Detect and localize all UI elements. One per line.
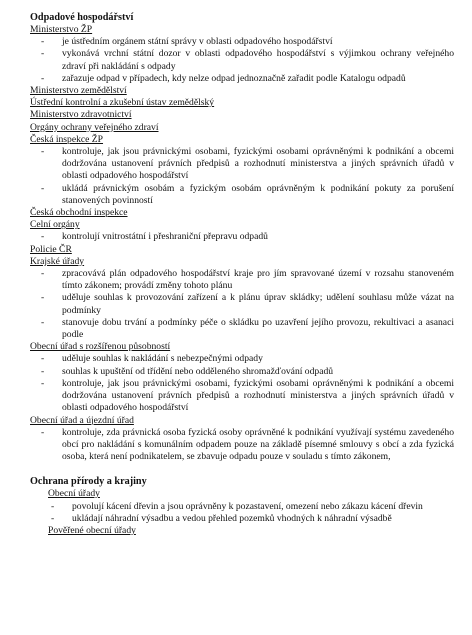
authority-name: Policie ČR	[30, 243, 72, 255]
authority-name: Česká obchodní inspekce	[30, 207, 128, 219]
authority-name: Obecní úřad a újezdní úřad	[30, 414, 134, 426]
duty-item: - zpracovává plán odpadového hospodářství kraje pro jím spravované území v rozsahu stanoveném tímto zákonem; provádí změny tohoto plánu	[30, 268, 454, 292]
section-title: Ochrana přírody a krajiny	[30, 476, 147, 488]
authority-name: Ministerstvo zemědělství	[30, 85, 127, 97]
duty-list	[30, 353, 454, 414]
duty-item: - stanovuje dobu trvání a podmínky péče o skládku po uzavření jejího provozu, rekultivaci a asanaci podle	[30, 317, 454, 341]
authority-name: Česká inspekce ŽP	[30, 133, 104, 145]
duty-list	[30, 36, 454, 85]
duty-item: - kontrolují vnitrostátní i přeshraniční přepravu odpadů	[30, 231, 454, 243]
duty-item: - ukládají náhradní výsadbu a vedou přehled pozemků vhodných k náhradní výsadbě	[40, 513, 454, 525]
duty-item: - uděluje souhlas k provozování zařízení a k plánu úprav skládky; udělení souhlasu může vázat na podmínky	[30, 292, 454, 316]
duty-list	[30, 427, 454, 464]
authority-name: Obecní úřad s rozšířenou působností	[30, 341, 171, 353]
duty-item: - uděluje souhlas k nakládání s nebezpečnými odpady	[30, 353, 454, 365]
authority-name: Ústřední kontrolní a zkušební ústav zemědělský	[30, 97, 215, 109]
duty-item: - zařazuje odpad v případech, kdy nelze odpad jednoznačně zařadit podle Katalogu odpadů	[30, 73, 454, 85]
authority-name: Obecní úřady	[48, 488, 100, 500]
duty-item: - kontroluje, jak jsou právnickými osobami, fyzickými osobami oprávněnými k podnikání a obcemi dodržována ustanovení právních předpisů a rozhodnutí ministerstva a jiných správních úřadů v oblasti odpadového hospodářství	[30, 378, 454, 415]
duty-item: - ukládá právnickým osobám a fyzickým osobám oprávněným k podnikání pokuty za porušení stanovených povinností	[30, 183, 454, 207]
section-odpadove-hospodarstvi	[30, 24, 454, 463]
duty-list	[30, 501, 454, 525]
authority-name: Krajské úřady	[30, 255, 85, 267]
section-ochrana-prirody	[30, 488, 454, 537]
authority-name: Orgány ochrany veřejného zdraví	[30, 121, 159, 133]
authority-name: Ministerstvo ŽP	[30, 24, 93, 35]
duty-list	[30, 268, 454, 341]
duty-item: - kontroluje, jak jsou právnickými osobami, fyzickými osobami oprávněnými k podnikání a obcemi dodržována ustanovení právních předpisů a rozhodnutí ministerstva a jiných správních úřadů v oblasti odpadového hospodářství	[30, 146, 454, 183]
duty-item: - povolují kácení dřevin a jsou oprávněny k pozastavení, omezení nebo zákazu kácení dřevin	[40, 501, 454, 513]
duty-item: - je ústředním orgánem státní správy v oblasti odpadového hospodářství	[30, 36, 454, 48]
section-gap	[30, 463, 454, 475]
duty-list	[30, 231, 454, 243]
duty-item: - vykonává vrchní státní dozor v oblasti odpadového hospodářství s výjimkou ochrany veřejného zdraví při nakládání s odpady	[30, 48, 454, 72]
duty-item: - kontroluje, zda právnická osoba fyzická osoby oprávněné k podnikání využívají systému zavedeného obcí pro nakládání s komunálním odpadem pouze na základě písemné smlouvy s obcí a zda fyzická osoba, která není podnikatelem, se zbavuje odpadu pouze v souladu s tímto zákonem,	[30, 427, 454, 464]
authority-name: Celní orgány	[30, 219, 80, 231]
authority-name: Ministerstvo zdravotnictví	[30, 109, 132, 121]
authority-name: Pověřené obecní úřady	[48, 524, 136, 536]
section-title: Odpadové hospodářství	[30, 12, 134, 23]
duty-list	[30, 146, 454, 207]
duty-item: - souhlas k upuštění od třídění nebo odděleného shromažďování odpadů	[30, 366, 454, 378]
